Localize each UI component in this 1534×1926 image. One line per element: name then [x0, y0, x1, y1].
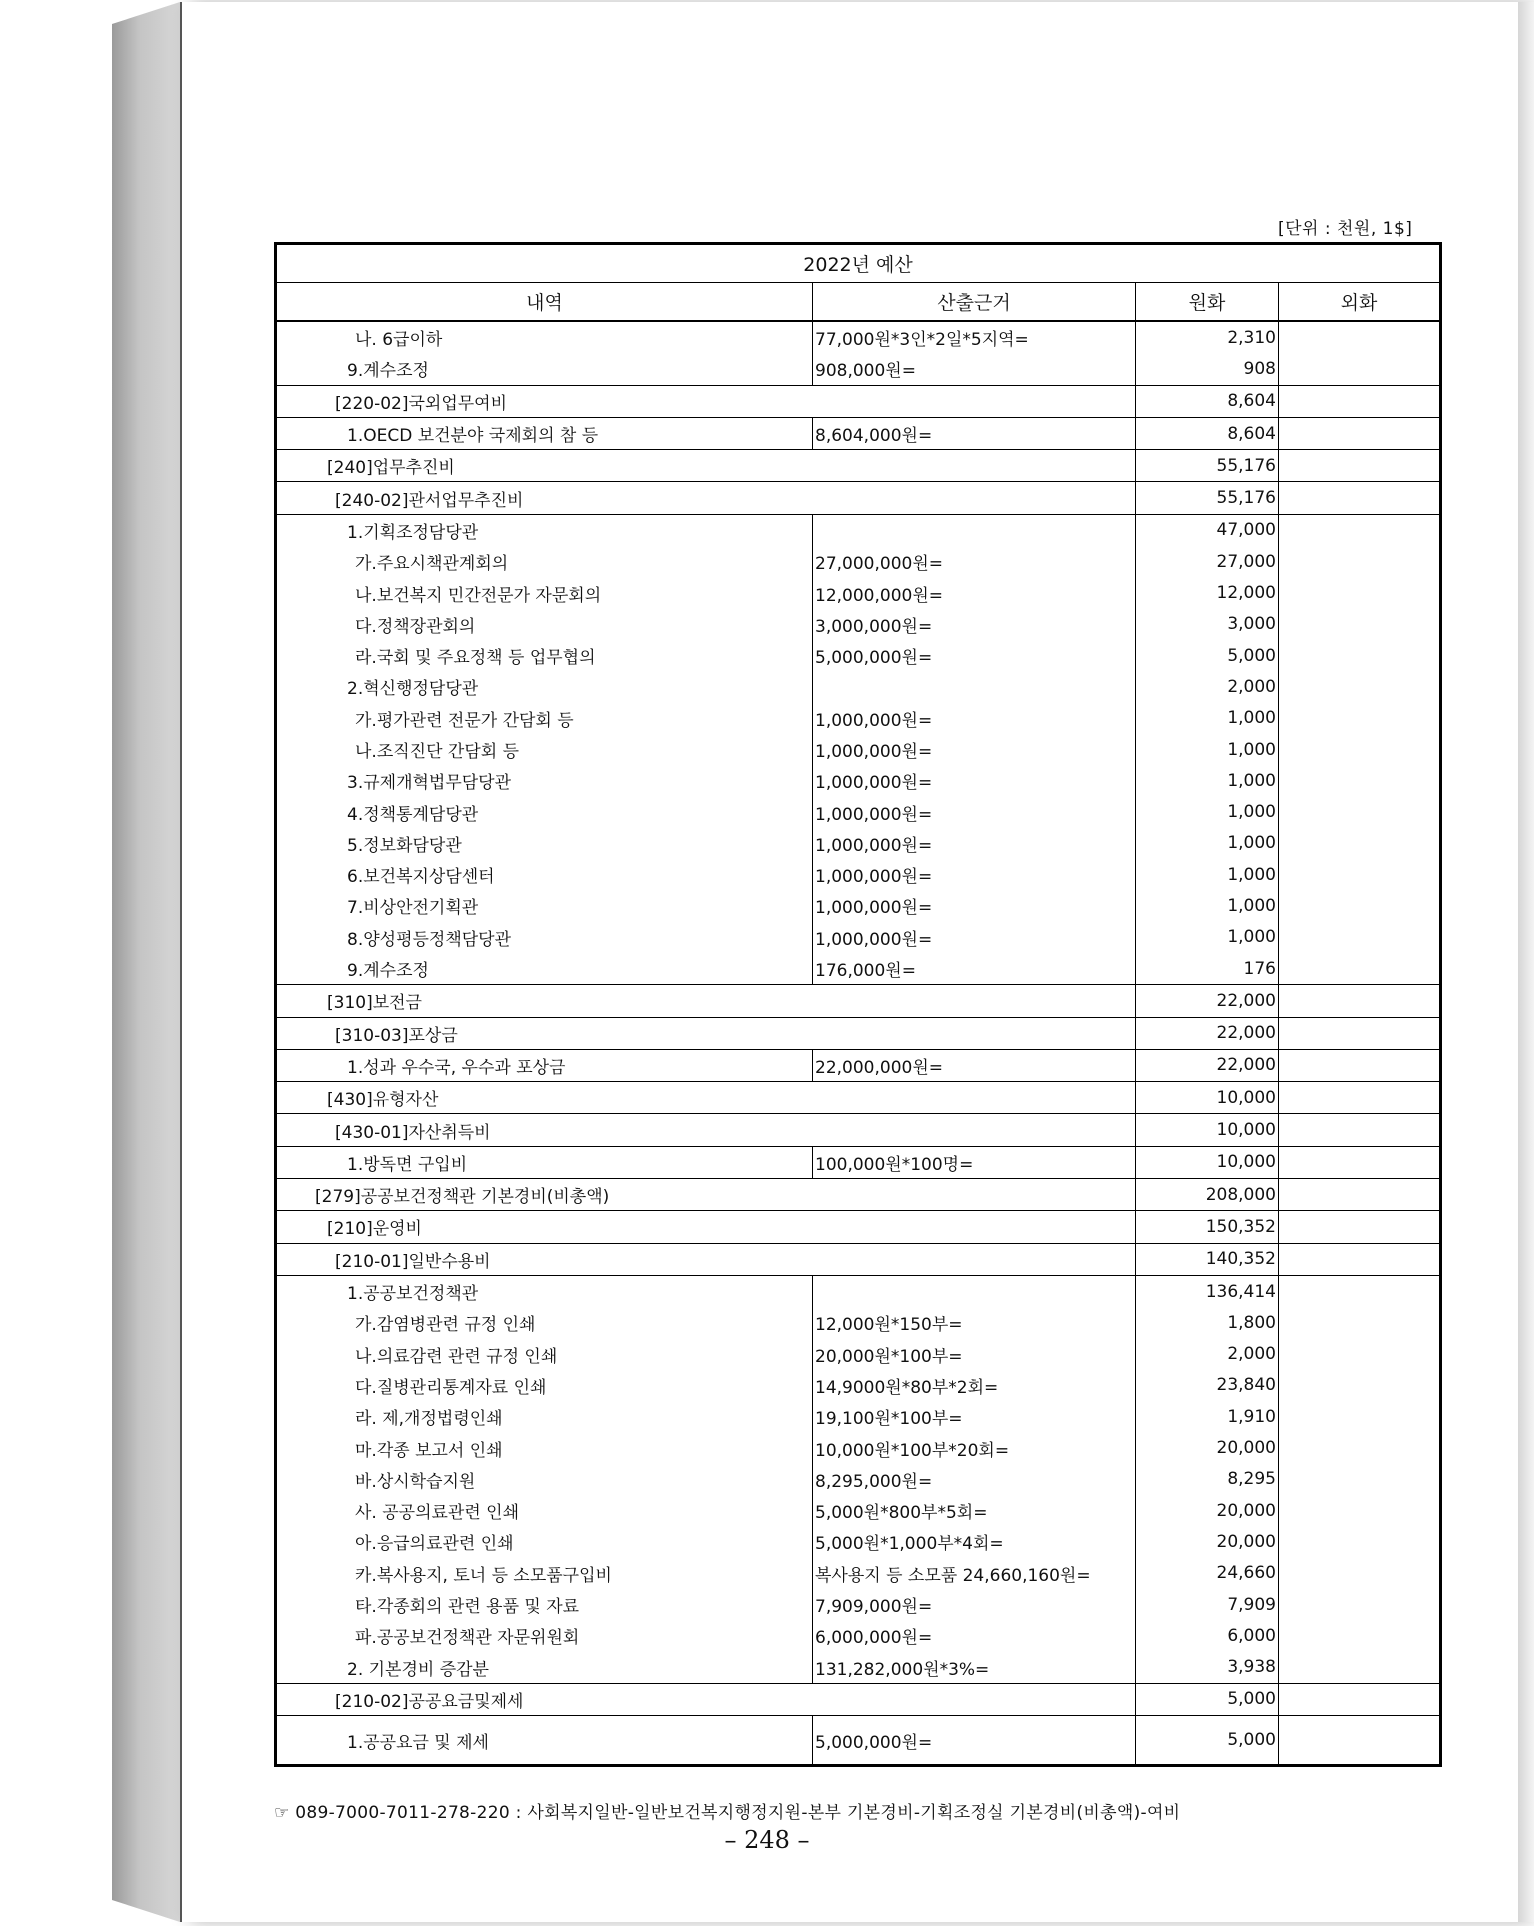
- table-title: 2022년 예산: [276, 244, 1441, 283]
- row-description: 가.주요시책관계회의: [276, 546, 813, 577]
- row-won-amount: 55,176: [1136, 482, 1279, 514]
- row-description: 9.계수조정: [276, 353, 813, 385]
- row-fx-amount: [1279, 1049, 1441, 1081]
- row-won-amount: 1,000: [1136, 703, 1279, 734]
- row-fx-amount: [1279, 514, 1441, 546]
- row-calculation-basis: 1,000,000원=: [813, 890, 1136, 921]
- row-fx-amount: [1279, 1370, 1441, 1401]
- row-description: [220-02]국외업무여비: [276, 385, 1136, 417]
- row-calculation-basis: 14,9000원*80부*2회=: [813, 1370, 1136, 1401]
- row-description: 라. 제,개정법령인쇄: [276, 1401, 813, 1432]
- table-row: [276, 640, 1441, 671]
- row-description: 6.보건복지상담센터: [276, 859, 813, 890]
- row-won-amount: 10,000: [1136, 1082, 1279, 1114]
- section-row: [276, 1683, 1441, 1715]
- row-description: 바.상시학습지원: [276, 1464, 813, 1495]
- table-row: [276, 671, 1441, 702]
- section-row: [276, 1082, 1441, 1114]
- row-calculation-basis: 3,000,000원=: [813, 609, 1136, 640]
- row-description: 7.비상안전기획관: [276, 890, 813, 921]
- row-description: 라.국회 및 주요정책 등 업무협의: [276, 640, 813, 671]
- row-description: 카.복사용지, 토너 등 소모품구입비: [276, 1558, 813, 1589]
- row-calculation-basis: 908,000원=: [813, 353, 1136, 385]
- row-fx-amount: [1279, 482, 1441, 514]
- table-row: [276, 859, 1441, 890]
- row-fx-amount: [1279, 1589, 1441, 1620]
- col-header-desc: 내역: [276, 283, 813, 322]
- row-description: [210-01]일반수용비: [276, 1243, 1136, 1275]
- book-spine-edge: [112, 2, 180, 1922]
- col-header-basis: 산출근거: [813, 283, 1136, 322]
- row-description: 다.정책장관회의: [276, 609, 813, 640]
- row-calculation-basis: [813, 514, 1136, 546]
- row-fx-amount: [1279, 796, 1441, 827]
- section-row: [276, 385, 1441, 417]
- row-description: [279]공공보건정책관 기본경비(비총액): [276, 1179, 1136, 1211]
- row-fx-amount: [1279, 922, 1441, 953]
- row-description: 타.각종회의 관련 용품 및 자료: [276, 1589, 813, 1620]
- row-won-amount: 20,000: [1136, 1432, 1279, 1463]
- row-description: [210]운영비: [276, 1211, 1136, 1243]
- table-row: [276, 1716, 1441, 1766]
- row-won-amount: 55,176: [1136, 450, 1279, 482]
- table-row: [276, 1146, 1441, 1178]
- row-won-amount: 908: [1136, 353, 1279, 385]
- section-row: [276, 1179, 1441, 1211]
- table-row: [276, 1464, 1441, 1495]
- row-description: [210-02]공공요금및제세: [276, 1683, 1136, 1715]
- row-won-amount: 2,000: [1136, 671, 1279, 702]
- row-won-amount: 3,938: [1136, 1651, 1279, 1683]
- row-won-amount: 1,000: [1136, 734, 1279, 765]
- section-row: [276, 450, 1441, 482]
- table-row: [276, 953, 1441, 985]
- row-fx-amount: [1279, 321, 1441, 353]
- row-won-amount: 47,000: [1136, 514, 1279, 546]
- row-description: 1.성과 우수국, 우수과 포상금: [276, 1049, 813, 1081]
- row-fx-amount: [1279, 417, 1441, 449]
- row-fx-amount: [1279, 1017, 1441, 1049]
- row-fx-amount: [1279, 640, 1441, 671]
- row-calculation-basis: 12,000원*150부=: [813, 1307, 1136, 1338]
- row-fx-amount: [1279, 1211, 1441, 1243]
- row-description: [240]업무추진비: [276, 450, 1136, 482]
- row-won-amount: 1,910: [1136, 1401, 1279, 1432]
- row-fx-amount: [1279, 1464, 1441, 1495]
- table-row: [276, 609, 1441, 640]
- table-row: [276, 1432, 1441, 1463]
- row-fx-amount: [1279, 1716, 1441, 1766]
- table-row: [276, 546, 1441, 577]
- row-description: 8.양성평등정책담당관: [276, 922, 813, 953]
- row-calculation-basis: 1,000,000원=: [813, 922, 1136, 953]
- row-calculation-basis: 8,604,000원=: [813, 417, 1136, 449]
- table-row: [276, 1589, 1441, 1620]
- row-won-amount: 22,000: [1136, 985, 1279, 1017]
- row-fx-amount: [1279, 1651, 1441, 1683]
- row-description: 나.보건복지 민간전문가 자문회의: [276, 577, 813, 608]
- table-row: [276, 890, 1441, 921]
- row-calculation-basis: 77,000원*3인*2일*5지역=: [813, 321, 1136, 353]
- row-description: 마.각종 보고서 인쇄: [276, 1432, 813, 1463]
- row-description: 아.응급의료관련 인쇄: [276, 1526, 813, 1557]
- row-fx-amount: [1279, 953, 1441, 985]
- row-description: 9.계수조정: [276, 953, 813, 985]
- row-calculation-basis: 복사용지 등 소모품 24,660,160원=: [813, 1558, 1136, 1589]
- row-calculation-basis: 6,000,000원=: [813, 1620, 1136, 1651]
- row-fx-amount: [1279, 828, 1441, 859]
- row-description: 다.질병관리통계자료 인쇄: [276, 1370, 813, 1401]
- row-calculation-basis: 10,000원*100부*20회=: [813, 1432, 1136, 1463]
- row-calculation-basis: 5,000,000원=: [813, 640, 1136, 671]
- account-code-footnote: ☞ 089-7000-7011-278-220 : 사회복지일반-일반보건복지행정지원-본부 기본경비-기획조정실 기본경비(비총액)-여비: [274, 1803, 1181, 1823]
- row-won-amount: 20,000: [1136, 1526, 1279, 1557]
- row-fx-amount: [1279, 1495, 1441, 1526]
- row-calculation-basis: 5,000원*1,000부*4회=: [813, 1526, 1136, 1557]
- row-won-amount: 150,352: [1136, 1211, 1279, 1243]
- row-calculation-basis: 1,000,000원=: [813, 828, 1136, 859]
- row-description: 1.기획조정담당관: [276, 514, 813, 546]
- table-row: [276, 514, 1441, 546]
- row-calculation-basis: [813, 671, 1136, 702]
- row-description: 나. 6급이하: [276, 321, 813, 353]
- row-description: 가.평가관련 전문가 간담회 등: [276, 703, 813, 734]
- row-fx-amount: [1279, 859, 1441, 890]
- table-row: [276, 1401, 1441, 1432]
- budget-table-body: [276, 321, 1441, 1766]
- budget-table: [274, 242, 1442, 1767]
- table-row: [276, 828, 1441, 859]
- row-fx-amount: [1279, 765, 1441, 796]
- row-won-amount: 1,800: [1136, 1307, 1279, 1338]
- row-fx-amount: [1279, 609, 1441, 640]
- row-won-amount: 8,604: [1136, 385, 1279, 417]
- table-row: [276, 1275, 1441, 1307]
- section-row: [276, 1211, 1441, 1243]
- row-calculation-basis: 5,000,000원=: [813, 1716, 1136, 1766]
- row-description: 파.공공보건정책관 자문위원회: [276, 1620, 813, 1651]
- row-won-amount: 10,000: [1136, 1114, 1279, 1146]
- row-calculation-basis: 22,000,000원=: [813, 1049, 1136, 1081]
- unit-note: [단위 : 천원, 1$]: [1278, 219, 1413, 239]
- row-won-amount: 1,000: [1136, 890, 1279, 921]
- row-description: 1.공공요금 및 제세: [276, 1716, 813, 1766]
- row-won-amount: 1,000: [1136, 859, 1279, 890]
- row-fx-amount: [1279, 734, 1441, 765]
- row-description: 4.정책통계담당관: [276, 796, 813, 827]
- row-calculation-basis: 27,000,000원=: [813, 546, 1136, 577]
- row-fx-amount: [1279, 450, 1441, 482]
- row-fx-amount: [1279, 385, 1441, 417]
- row-won-amount: 8,604: [1136, 417, 1279, 449]
- row-fx-amount: [1279, 1339, 1441, 1370]
- row-won-amount: 5,000: [1136, 1716, 1279, 1766]
- row-calculation-basis: 19,100원*100부=: [813, 1401, 1136, 1432]
- table-row: [276, 1370, 1441, 1401]
- row-description: [310]보전금: [276, 985, 1136, 1017]
- table-row: [276, 765, 1441, 796]
- row-fx-amount: [1279, 703, 1441, 734]
- row-fx-amount: [1279, 577, 1441, 608]
- row-won-amount: 23,840: [1136, 1370, 1279, 1401]
- row-won-amount: 22,000: [1136, 1049, 1279, 1081]
- page-shadow: [1518, 2, 1534, 1922]
- table-row: [276, 1049, 1441, 1081]
- row-calculation-basis: 5,000원*800부*5회=: [813, 1495, 1136, 1526]
- row-calculation-basis: 8,295,000원=: [813, 1464, 1136, 1495]
- row-calculation-basis: 131,282,000원*3%=: [813, 1651, 1136, 1683]
- row-won-amount: 208,000: [1136, 1179, 1279, 1211]
- row-calculation-basis: 7,909,000원=: [813, 1589, 1136, 1620]
- row-fx-amount: [1279, 1082, 1441, 1114]
- table-row: [276, 1339, 1441, 1370]
- row-fx-amount: [1279, 1526, 1441, 1557]
- table-row: [276, 321, 1441, 353]
- row-fx-amount: [1279, 1683, 1441, 1715]
- row-calculation-basis: 1,000,000원=: [813, 703, 1136, 734]
- row-won-amount: 5,000: [1136, 640, 1279, 671]
- table-row: [276, 417, 1441, 449]
- row-calculation-basis: 1,000,000원=: [813, 765, 1136, 796]
- section-row: [276, 1017, 1441, 1049]
- row-fx-amount: [1279, 1146, 1441, 1178]
- row-won-amount: 10,000: [1136, 1146, 1279, 1178]
- row-fx-amount: [1279, 1114, 1441, 1146]
- row-won-amount: 20,000: [1136, 1495, 1279, 1526]
- row-won-amount: 5,000: [1136, 1683, 1279, 1715]
- row-description: 1.방독면 구입비: [276, 1146, 813, 1178]
- row-won-amount: 140,352: [1136, 1243, 1279, 1275]
- row-won-amount: 3,000: [1136, 609, 1279, 640]
- section-row: [276, 482, 1441, 514]
- row-won-amount: 176: [1136, 953, 1279, 985]
- row-won-amount: 136,414: [1136, 1275, 1279, 1307]
- row-description: 사. 공공의료관련 인쇄: [276, 1495, 813, 1526]
- row-calculation-basis: 1,000,000원=: [813, 734, 1136, 765]
- row-won-amount: 1,000: [1136, 922, 1279, 953]
- row-calculation-basis: 20,000원*100부=: [813, 1339, 1136, 1370]
- table-row: [276, 1651, 1441, 1683]
- table-row: [276, 734, 1441, 765]
- row-won-amount: 7,909: [1136, 1589, 1279, 1620]
- row-description: 나.조직진단 간담회 등: [276, 734, 813, 765]
- section-row: [276, 1243, 1441, 1275]
- table-row: [276, 1526, 1441, 1557]
- row-fx-amount: [1279, 1558, 1441, 1589]
- row-fx-amount: [1279, 1179, 1441, 1211]
- row-calculation-basis: 1,000,000원=: [813, 859, 1136, 890]
- row-description: 2. 기본경비 증감분: [276, 1651, 813, 1683]
- row-won-amount: 6,000: [1136, 1620, 1279, 1651]
- row-calculation-basis: 100,000원*100명=: [813, 1146, 1136, 1178]
- table-row: [276, 1307, 1441, 1338]
- row-fx-amount: [1279, 890, 1441, 921]
- row-won-amount: 1,000: [1136, 765, 1279, 796]
- row-description: 5.정보화담당관: [276, 828, 813, 859]
- row-description: 3.규제개혁법무담당관: [276, 765, 813, 796]
- row-won-amount: 22,000: [1136, 1017, 1279, 1049]
- row-description: 2.혁신행정담당관: [276, 671, 813, 702]
- row-won-amount: 1,000: [1136, 796, 1279, 827]
- section-row: [276, 985, 1441, 1017]
- row-won-amount: 12,000: [1136, 577, 1279, 608]
- row-fx-amount: [1279, 546, 1441, 577]
- row-calculation-basis: [813, 1275, 1136, 1307]
- row-fx-amount: [1279, 1432, 1441, 1463]
- section-row: [276, 1114, 1441, 1146]
- table-row: [276, 1558, 1441, 1589]
- row-description: 가.감염병관련 규정 인쇄: [276, 1307, 813, 1338]
- row-fx-amount: [1279, 1307, 1441, 1338]
- col-header-fx: 외화: [1279, 283, 1441, 322]
- row-won-amount: 1,000: [1136, 828, 1279, 859]
- row-fx-amount: [1279, 1243, 1441, 1275]
- col-header-won: 원화: [1136, 283, 1279, 322]
- table-row: [276, 1620, 1441, 1651]
- table-row: [276, 703, 1441, 734]
- row-won-amount: 2,310: [1136, 321, 1279, 353]
- table-row: [276, 353, 1441, 385]
- row-won-amount: 8,295: [1136, 1464, 1279, 1495]
- page-number: – 248 –: [724, 1826, 810, 1854]
- row-description: 1.공공보건정책관: [276, 1275, 813, 1307]
- row-won-amount: 24,660: [1136, 1558, 1279, 1589]
- row-won-amount: 27,000: [1136, 546, 1279, 577]
- row-description: 1.OECD 보건분야 국제회의 참 등: [276, 417, 813, 449]
- row-fx-amount: [1279, 671, 1441, 702]
- row-calculation-basis: 1,000,000원=: [813, 796, 1136, 827]
- row-fx-amount: [1279, 1275, 1441, 1307]
- row-description: [240-02]관서업무추진비: [276, 482, 1136, 514]
- row-fx-amount: [1279, 353, 1441, 385]
- table-row: [276, 922, 1441, 953]
- row-description: [430-01]자산취득비: [276, 1114, 1136, 1146]
- row-description: [430]유형자산: [276, 1082, 1136, 1114]
- table-row: [276, 1495, 1441, 1526]
- row-description: 나.의료감련 관련 규정 인쇄: [276, 1339, 813, 1370]
- table-row: [276, 796, 1441, 827]
- row-calculation-basis: 176,000원=: [813, 953, 1136, 985]
- row-calculation-basis: 12,000,000원=: [813, 577, 1136, 608]
- row-description: [310-03]포상금: [276, 1017, 1136, 1049]
- row-fx-amount: [1279, 985, 1441, 1017]
- row-fx-amount: [1279, 1620, 1441, 1651]
- row-won-amount: 2,000: [1136, 1339, 1279, 1370]
- row-fx-amount: [1279, 1401, 1441, 1432]
- table-row: [276, 577, 1441, 608]
